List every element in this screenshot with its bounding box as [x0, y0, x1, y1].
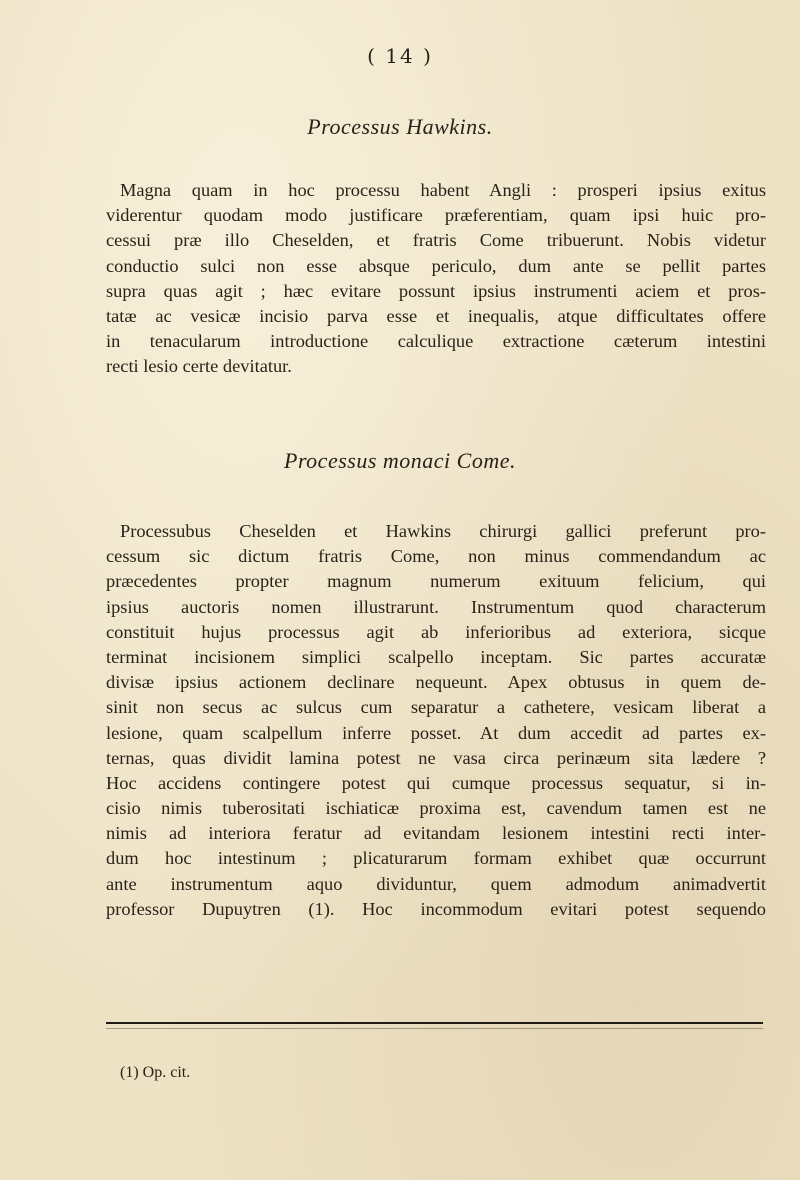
- text-line: ipsius auctoris nomen illustrarunt. Instrumentum quod characterum: [106, 596, 766, 617]
- paragraph-hawkins: [106, 178, 766, 380]
- text-line: terminat incisionem simplici scalpello inceptam. Sic partes accuratæ: [106, 646, 766, 667]
- paragraph-come: [106, 519, 766, 922]
- footnote-rule-thin: [106, 1028, 763, 1029]
- text-line: nimis ad interiora feratur ad evitandam lesionem intestini recti inter-: [106, 823, 766, 844]
- text-line: in tenacularum introductione calculique extractione cæterum intestini: [106, 331, 766, 352]
- text-line: Processubus Cheselden et Hawkins chirurgi gallici preferunt pro-: [120, 521, 766, 541]
- section-title-come: Processus monaci Come.: [284, 448, 516, 473]
- page-number: ( 14 ): [367, 44, 433, 68]
- text-line: conductio sulci non esse absque periculo, dum ante se pellit partes: [106, 255, 766, 276]
- text-line: cisio nimis tuberositati ischiaticæ proxima est, cavendum tamen est ne: [106, 798, 766, 819]
- text-line: Magna quam in hoc processu habent Angli : prosperi ipsius exitus: [120, 180, 766, 200]
- footnote-rule: [106, 1022, 763, 1024]
- text-line: ante instrumentum aquo dividuntur, quem admodum animadvertit: [106, 873, 766, 894]
- text-line: lesione, quam scalpellum inferre posset. At dum accedit ad partes ex-: [106, 722, 766, 743]
- text-line: Hoc accidens contingere potest qui cumque processus sequatur, si in-: [106, 772, 766, 793]
- text-line: constituit hujus processus agit ab inferioribus ad exteriora, sicque: [106, 621, 766, 642]
- text-line: præcedentes propter magnum numerum exituum felicium, qui: [106, 571, 766, 592]
- text-line: supra quas agit ; hæc evitare possunt ipsius instrumenti aciem et pros-: [106, 280, 766, 301]
- text-line: professor Dupuytren (1). Hoc incommodum evitari potest sequendo: [106, 898, 766, 919]
- text-line: dum hoc intestinum ; plicaturarum formam exhibet quæ occurrunt: [106, 848, 766, 869]
- section-title-hawkins: Processus Hawkins.: [307, 114, 493, 139]
- text-line: tatæ ac vesicæ incisio parva esse et inequalis, atque difficultates offere: [106, 305, 766, 326]
- text-line: viderentur quodam modo justificare præferentiam, quam ipsi huic pro-: [106, 205, 766, 226]
- text-line: sinit non secus ac sulcus cum separatur a cathetere, vesicam liberat a: [106, 697, 766, 718]
- text-line: recti lesio certe devitatur.: [106, 356, 292, 377]
- footnote: (1) Op. cit.: [120, 1064, 191, 1081]
- text-line: ternas, quas dividit lamina potest ne vasa circa perinæum sita lædere ?: [106, 747, 766, 768]
- text-line: cessui præ illo Cheselden, et fratris Come tribuerunt. Nobis videtur: [106, 230, 766, 251]
- text-line: divisæ ipsius actionem declinare nequeunt. Apex obtusus in quem de-: [106, 672, 766, 693]
- text-line: cessum sic dictum fratris Come, non minus commendandum ac: [106, 546, 766, 567]
